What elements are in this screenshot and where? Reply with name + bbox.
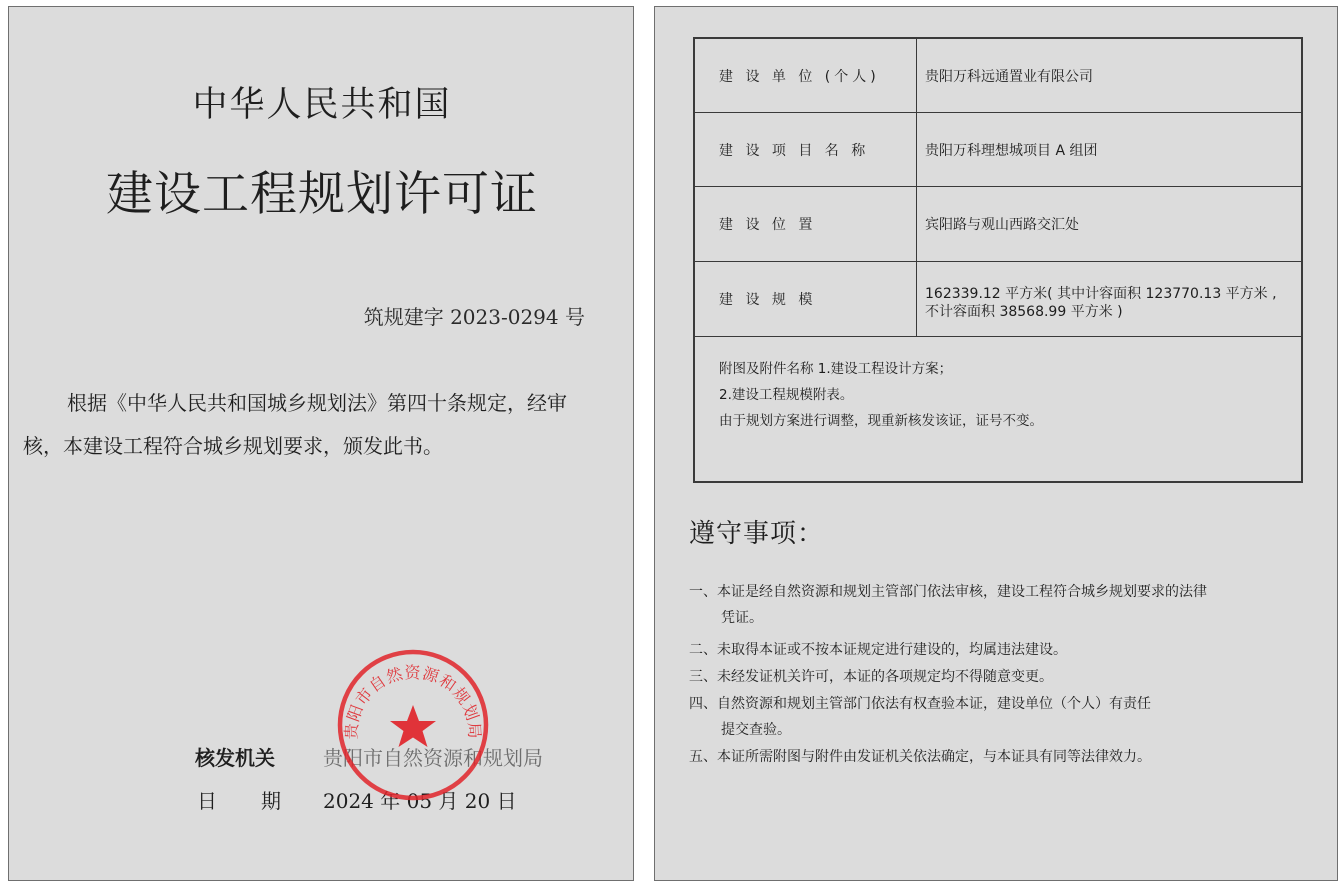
notice-item: 三、未经发证机关许可，本证的各项规定均不得随意变更。	[689, 669, 1053, 685]
date-label-day: 日	[197, 789, 217, 813]
attachments-line-1: 附图及附件名称 1.建设工程设计方案；	[719, 361, 953, 377]
permit-title: 建设工程规划许可证	[106, 167, 538, 222]
table-row-scale	[695, 262, 1301, 337]
table-row-project-name	[695, 113, 1301, 187]
row-label: 建 设 规 模	[719, 292, 817, 308]
project-info-table	[693, 37, 1303, 483]
issue-date: 2024 年 05 月 20 日	[323, 789, 517, 813]
issuer-value: 贵阳市自然资源和规划局	[323, 746, 543, 770]
issuer-label: 核发机关	[195, 746, 275, 770]
notice-item: 一、本证是经自然资源和规划主管部门依法审核，建设工程符合城乡规划要求的法律	[689, 584, 1207, 600]
official-seal-stamp	[335, 647, 491, 803]
permit-number: 筑规建字 2023-0294 号	[363, 305, 585, 329]
star-icon	[390, 705, 436, 747]
notice-heading: 遵守事项：	[689, 519, 825, 549]
attachments-line-2: 2.建设工程规模附表。	[719, 387, 854, 403]
notice-item: 四、自然资源和规划主管部门依法有权查验本证，建设单位（个人）有责任	[689, 696, 1151, 712]
attachments-line-3: 由于规划方案进行调整，现重新核发该证，证号不变。	[719, 413, 1043, 429]
table-row-location	[695, 187, 1301, 262]
notice-item: 五、本证所需附图与附件由发证机关依法确定，与本证具有同等法律效力。	[689, 749, 1151, 765]
svg-text:贵阳市自然资源和规划局: 贵阳市自然资源和规划局	[341, 662, 485, 740]
row-value: 贵阳万科远通置业有限公司	[925, 68, 1093, 85]
permit-cover-page	[8, 6, 634, 881]
row-value: 贵阳万科理想城项目 A 组团	[925, 142, 1098, 159]
scale-value-line-2: 不计容面积 38568.99 平方米 )	[925, 304, 1123, 320]
scale-value-line-1: 162339.12 平方米( 其中计容面积 123770.13 平方米 ,	[925, 286, 1277, 302]
table-row-unit	[695, 39, 1301, 113]
notice-item-continued: 提交查验。	[721, 722, 791, 738]
notice-item: 二、未取得本证或不按本证规定进行建设的，均属违法建设。	[689, 642, 1067, 658]
row-label: 建 设 项 目 名 称	[719, 142, 870, 159]
row-value: 宾阳路与观山西路交汇处	[925, 217, 1079, 233]
permit-statement-line-2: 核，本建设工程符合城乡规划要求，颁发此书。	[23, 434, 443, 458]
permit-detail-page	[654, 6, 1338, 881]
date-label-period: 期	[261, 789, 281, 813]
row-label: 建 设 位 置	[719, 217, 817, 233]
country-heading: 中华人民共和国	[192, 85, 452, 125]
permit-statement-line-1: 根据《中华人民共和国城乡规划法》第四十条规定，经审	[67, 391, 567, 415]
row-label: 建 设 单 位 (个人)	[719, 68, 880, 85]
notice-item-continued: 凭证。	[721, 610, 763, 626]
